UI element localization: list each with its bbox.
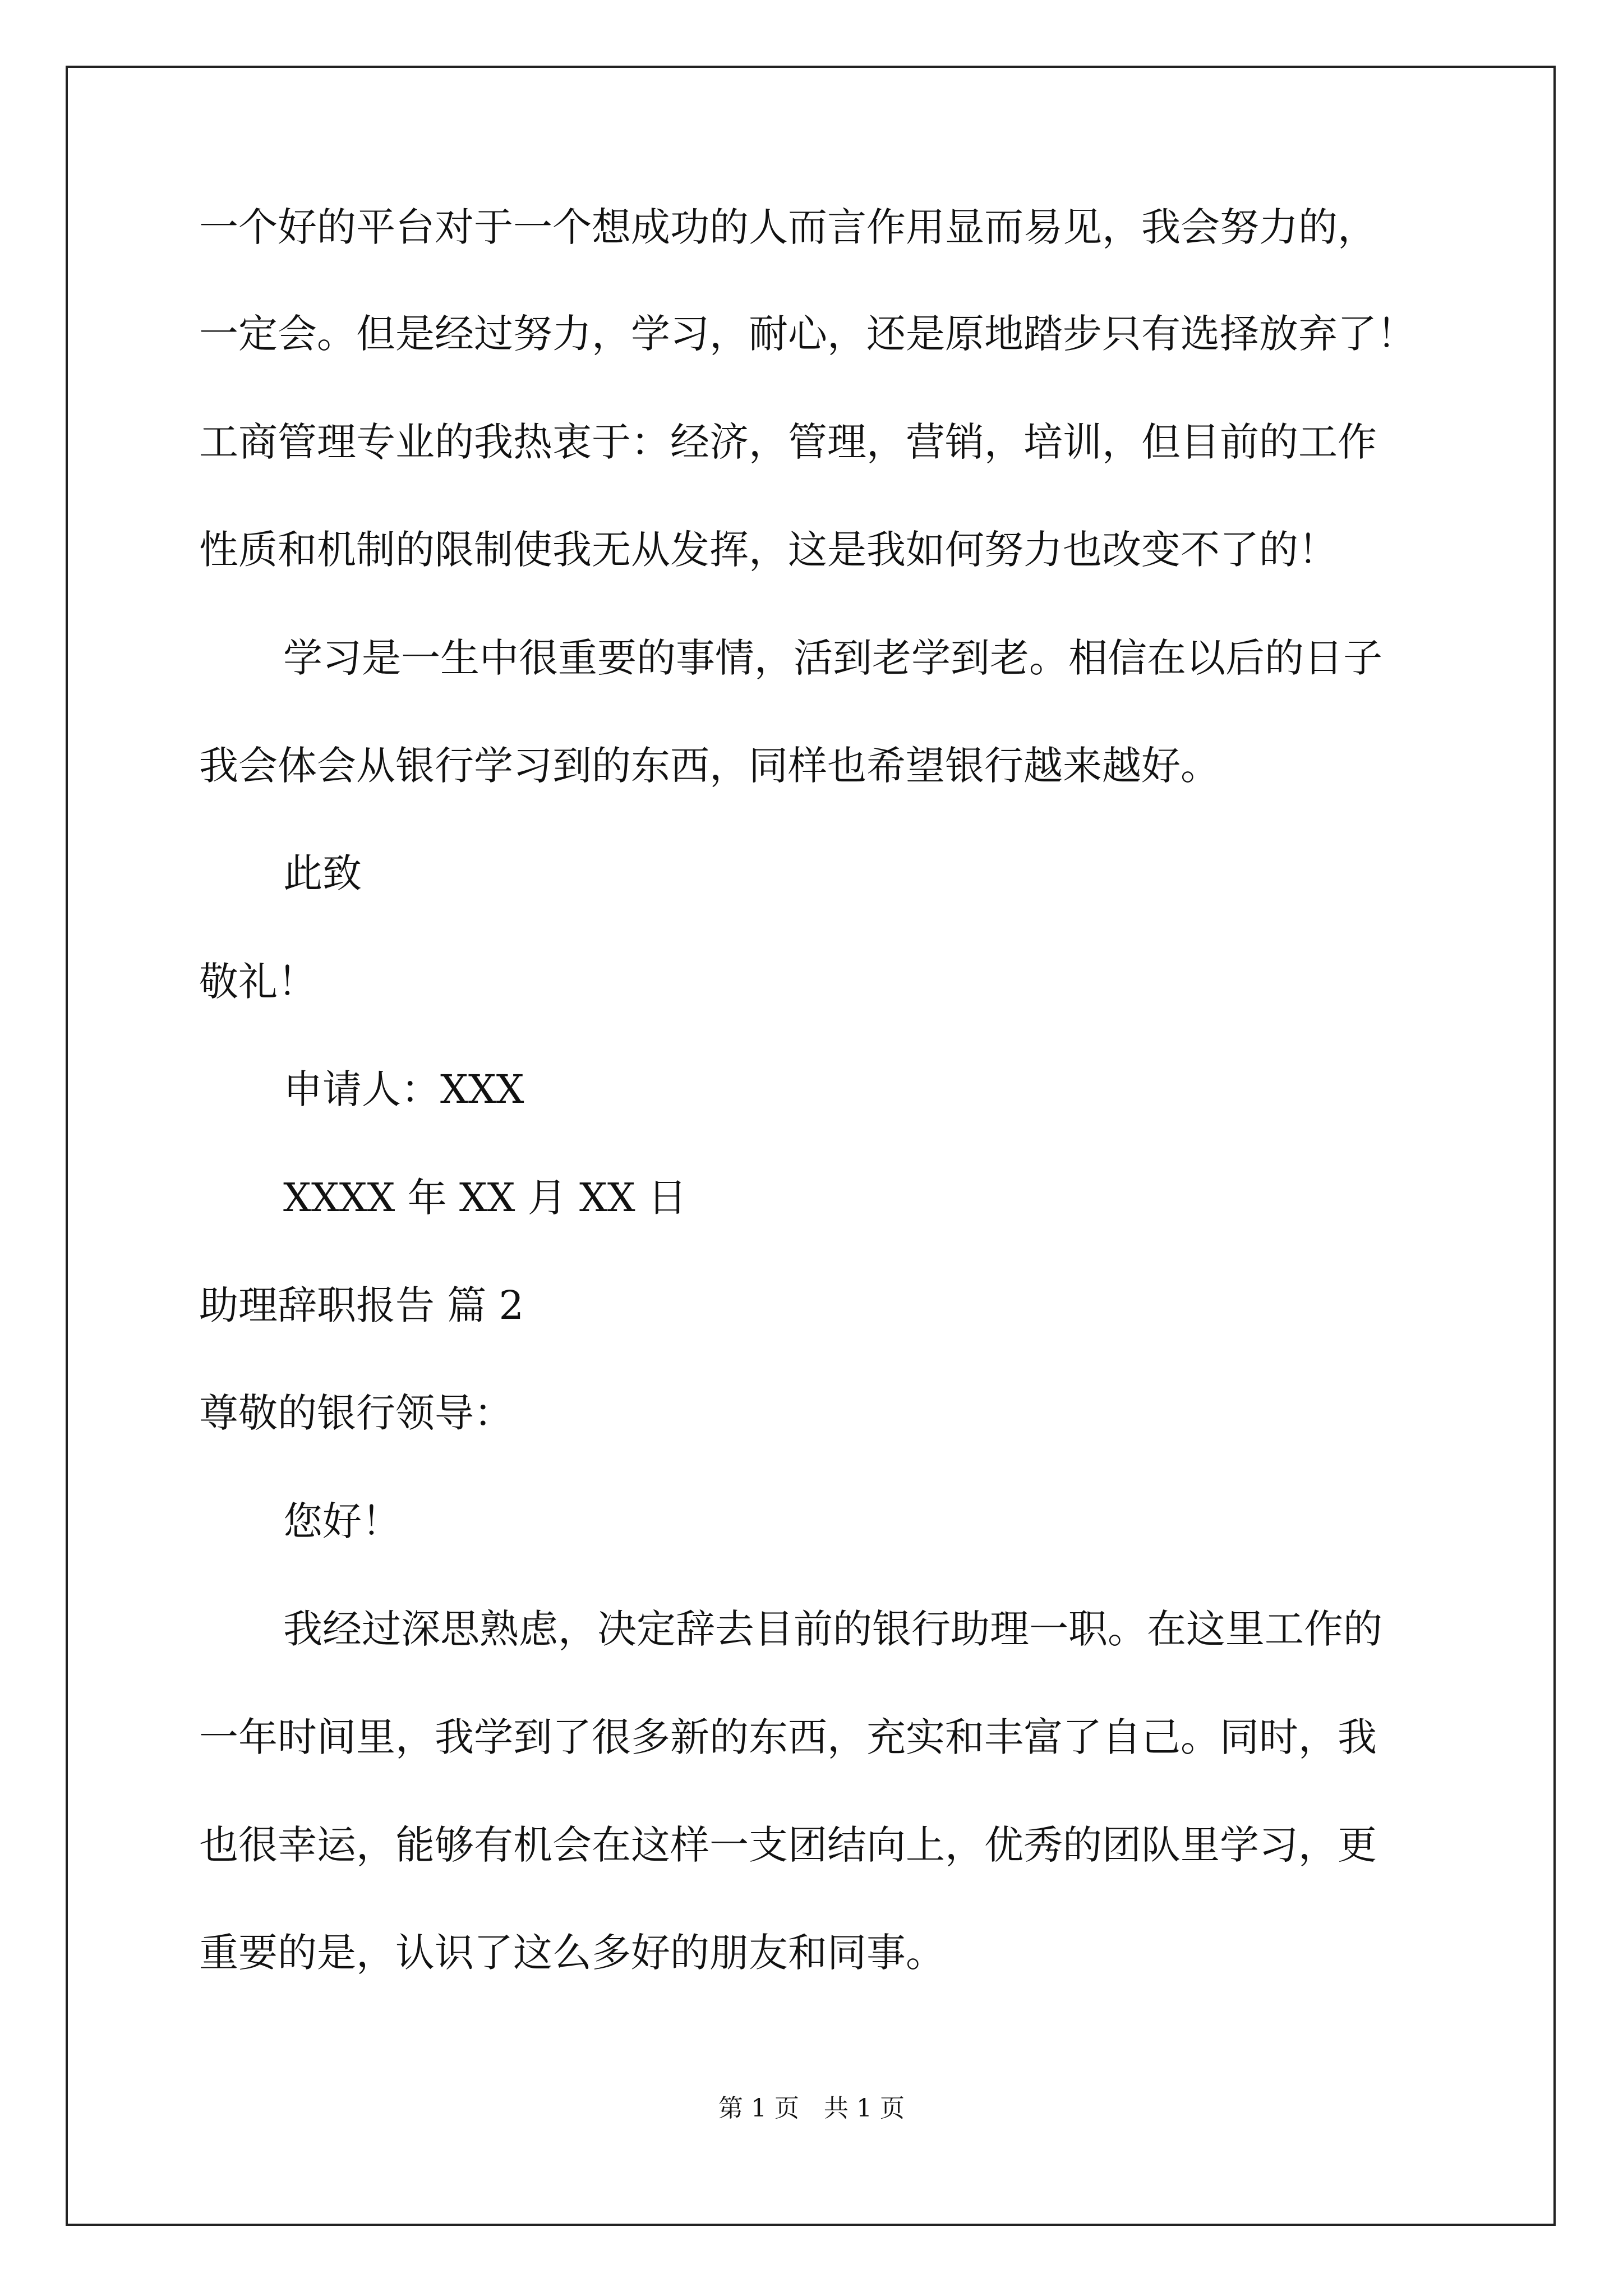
date-line: XXXX 年 XX 月 XX 日: [283, 1175, 687, 1221]
greeting: 您好！: [283, 1498, 401, 1544]
salutation-closing: 敬礼！: [199, 959, 317, 1005]
text-line: 也很幸运，能够有机会在这样一支团结向上，优秀的团队里学习，更: [199, 1822, 1377, 1868]
text-line: 我经过深思熟虑，决定辞去目前的银行助理一职。在这里工作的: [283, 1606, 1382, 1652]
closing-phrase: 此致: [283, 850, 362, 896]
page-number-footer: 第 1 页 共 1 页: [718, 2094, 905, 2123]
text-line: 一年时间里，我学到了很多新的东西，充实和丰富了自己。同时，我: [199, 1714, 1377, 1760]
page-border: [66, 66, 1556, 2226]
text-line: 学习是一生中很重要的事情，活到老学到老。相信在以后的日子: [283, 635, 1382, 681]
text-line: 我会体会从银行学习到的东西，同样也希望银行越来越好。: [199, 743, 1220, 789]
applicant-line: 申请人：XXX: [283, 1066, 524, 1112]
text-line: 性质和机制的限制使我无从发挥，这是我如何努力也改变不了的！: [199, 527, 1338, 573]
greeting-recipient: 尊敬的银行领导：: [199, 1390, 513, 1436]
section-title: 助理辞职报告 篇 2: [199, 1282, 524, 1328]
text-line: 工商管理专业的我热衷于：经济，管理，营销，培训，但目前的工作: [199, 419, 1377, 465]
text-line: 一定会。但是经过努力，学习，耐心，还是原地踏步只有选择放弃了！: [199, 311, 1416, 357]
text-line: 重要的是，认识了这么多好的朋友和同事。: [199, 1930, 945, 1976]
text-line: 一个好的平台对于一个想成功的人而言作用显而易见，我会努力的，: [199, 204, 1377, 250]
